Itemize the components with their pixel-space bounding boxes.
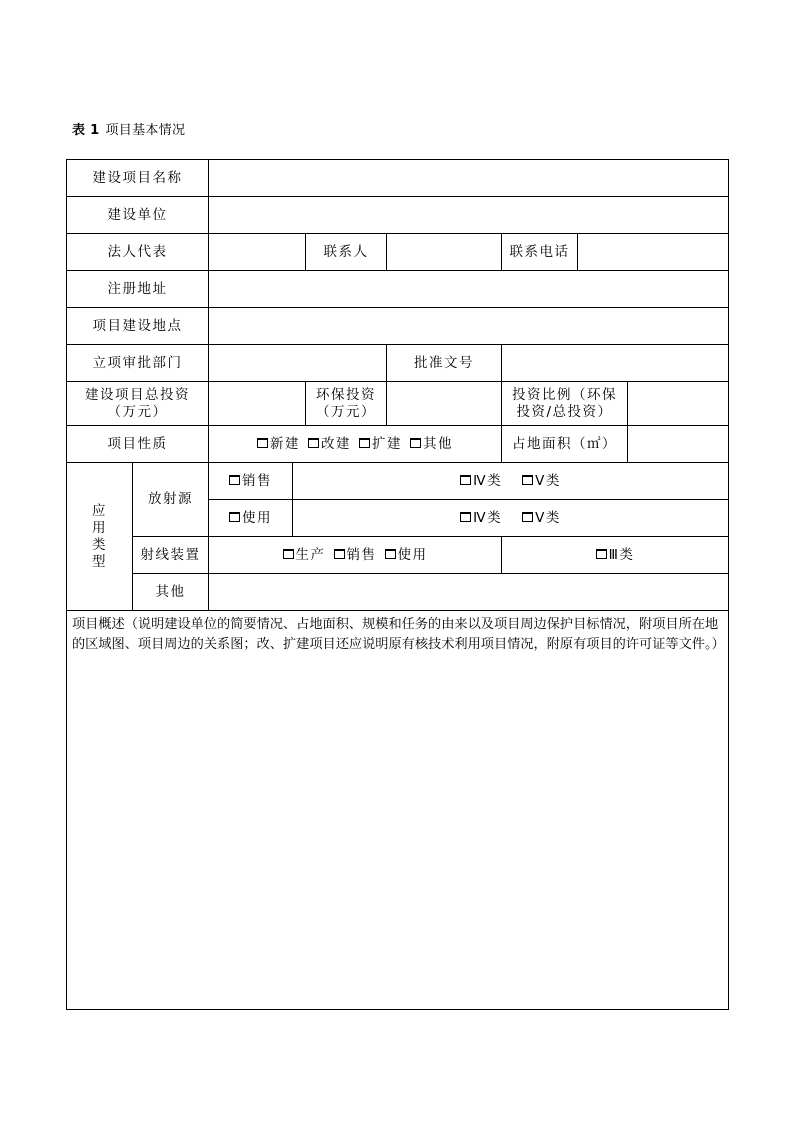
land-area-label: 占地面积（㎡） <box>502 426 628 463</box>
approval-doc-field[interactable] <box>502 345 729 382</box>
total-investment-label-line2: （万元） <box>107 403 168 420</box>
invest-ratio-field[interactable] <box>628 382 729 426</box>
project-overview[interactable]: 项目概述（说明建设单位的简要情况、占地面积、规模和任务的由来以及项目周边保护目标情况，附项目所在地的区域图、项目周边的关系图；改、扩建项目还应说明原有核技术利用项目情况，附原有项目的许可证等文件。） <box>67 611 729 1010</box>
application-type-char: 应 <box>92 502 107 519</box>
env-investment-label <box>306 382 387 426</box>
source-usage-label: 使用 <box>242 509 272 526</box>
source-usage-label: 销售 <box>242 472 272 489</box>
env-investment-label-line2: （万元） <box>316 403 376 420</box>
table-caption <box>72 119 185 138</box>
invest-ratio-label-line2: 投资/总投资） <box>516 403 613 420</box>
row-registered-address <box>67 271 729 308</box>
project-info-table <box>66 159 729 1010</box>
contact-phone-field[interactable] <box>578 234 729 271</box>
checkbox-icon[interactable] <box>359 438 370 448</box>
checkbox-icon[interactable] <box>283 549 294 559</box>
contact-person-field[interactable] <box>387 234 502 271</box>
other-field[interactable] <box>209 574 729 611</box>
checkbox-icon[interactable] <box>229 512 240 522</box>
nature-option-expand[interactable] <box>359 436 402 453</box>
checkbox-icon[interactable] <box>334 549 345 559</box>
grade-label: Ⅴ类 <box>535 472 561 489</box>
project-nature-options <box>209 426 502 463</box>
grade-label: Ⅲ类 <box>608 546 635 563</box>
checkbox-icon[interactable] <box>385 549 396 559</box>
radioactive-source-label: 放射源 <box>133 463 209 537</box>
application-type-char: 用 <box>92 519 107 536</box>
approval-doc-label: 批准文号 <box>387 345 502 382</box>
approval-dept-field[interactable] <box>209 345 387 382</box>
contact-person-label: 联系人 <box>306 234 387 271</box>
construction-unit-field[interactable] <box>209 197 729 234</box>
project-site-label: 项目建设地点 <box>67 308 209 345</box>
row-legal-contact <box>67 234 729 271</box>
construction-unit-label: 建设单位 <box>67 197 209 234</box>
ray-device-options <box>209 537 502 574</box>
ray-device-grade[interactable] <box>502 537 729 574</box>
nature-option-label: 新建 <box>270 435 300 452</box>
device-option-label: 使用 <box>397 546 428 563</box>
row-overview <box>67 611 729 1010</box>
invest-ratio-label <box>502 382 628 426</box>
source-usage-sales[interactable] <box>209 463 293 500</box>
checkbox-icon[interactable] <box>460 475 471 485</box>
total-investment-field[interactable] <box>209 382 306 426</box>
device-option-produce[interactable] <box>283 547 326 564</box>
checkbox-icon[interactable] <box>229 475 240 485</box>
row-ray-device <box>67 537 729 574</box>
source-usage-use[interactable] <box>209 500 293 537</box>
source-sales-grades <box>293 463 729 500</box>
legal-rep-label: 法人代表 <box>67 234 209 271</box>
nature-option-label: 扩建 <box>372 435 402 452</box>
row-project-site <box>67 308 729 345</box>
nature-option-new[interactable] <box>257 436 300 453</box>
grade-iv-option[interactable] <box>460 510 502 527</box>
land-area-field[interactable] <box>628 426 729 463</box>
checkbox-icon[interactable] <box>522 512 533 522</box>
device-option-label: 销售 <box>346 546 377 563</box>
total-investment-label-line1: 建设项目总投资 <box>85 386 190 403</box>
approval-dept-label: 立项审批部门 <box>67 345 209 382</box>
source-use-grades <box>293 500 729 537</box>
device-option-sell[interactable] <box>334 547 377 564</box>
contact-phone-label: 联系电话 <box>502 234 578 271</box>
project-nature-label: 项目性质 <box>67 426 209 463</box>
checkbox-icon[interactable] <box>522 475 533 485</box>
application-type-char: 类 <box>92 536 107 553</box>
nature-option-label: 其他 <box>423 435 453 452</box>
device-option-use[interactable] <box>385 547 428 564</box>
registered-address-field[interactable] <box>209 271 729 308</box>
grade-iv-option[interactable] <box>460 473 502 490</box>
row-source-sales <box>67 463 729 500</box>
checkbox-icon[interactable] <box>596 549 607 559</box>
application-type-label <box>67 463 133 611</box>
nature-option-label: 改建 <box>321 435 351 452</box>
registered-address-label: 注册地址 <box>67 271 209 308</box>
env-investment-field[interactable] <box>387 382 502 426</box>
grade-label: Ⅳ类 <box>473 509 503 526</box>
row-other <box>67 574 729 611</box>
legal-rep-field[interactable] <box>209 234 306 271</box>
row-project-name <box>67 160 729 197</box>
checkbox-icon[interactable] <box>308 438 319 448</box>
checkbox-icon[interactable] <box>257 438 268 448</box>
other-label: 其他 <box>133 574 209 611</box>
nature-option-other[interactable] <box>410 436 453 453</box>
table-title: 项目基本情况 <box>105 123 186 138</box>
checkbox-icon[interactable] <box>410 438 421 448</box>
grade-v-option[interactable] <box>522 473 561 490</box>
row-nature <box>67 426 729 463</box>
invest-ratio-label-line1: 投资比例（环保 <box>512 386 617 403</box>
project-name-label: 建设项目名称 <box>67 160 209 197</box>
row-construction-unit <box>67 197 729 234</box>
ray-device-label: 射线装置 <box>133 537 209 574</box>
device-option-label: 生产 <box>295 546 326 563</box>
grade-label: Ⅴ类 <box>535 509 561 526</box>
table-number: 表 1 <box>72 123 100 138</box>
row-approval <box>67 345 729 382</box>
checkbox-icon[interactable] <box>460 512 471 522</box>
application-type-char: 型 <box>92 553 107 570</box>
env-investment-label-line1: 环保投资 <box>316 386 376 403</box>
project-site-field[interactable] <box>209 308 729 345</box>
nature-option-rebuild[interactable] <box>308 436 351 453</box>
total-investment-label <box>67 382 209 426</box>
grade-v-option[interactable] <box>522 510 561 527</box>
grade-label: Ⅳ类 <box>473 472 503 489</box>
project-name-field[interactable] <box>209 160 729 197</box>
row-investment <box>67 382 729 426</box>
